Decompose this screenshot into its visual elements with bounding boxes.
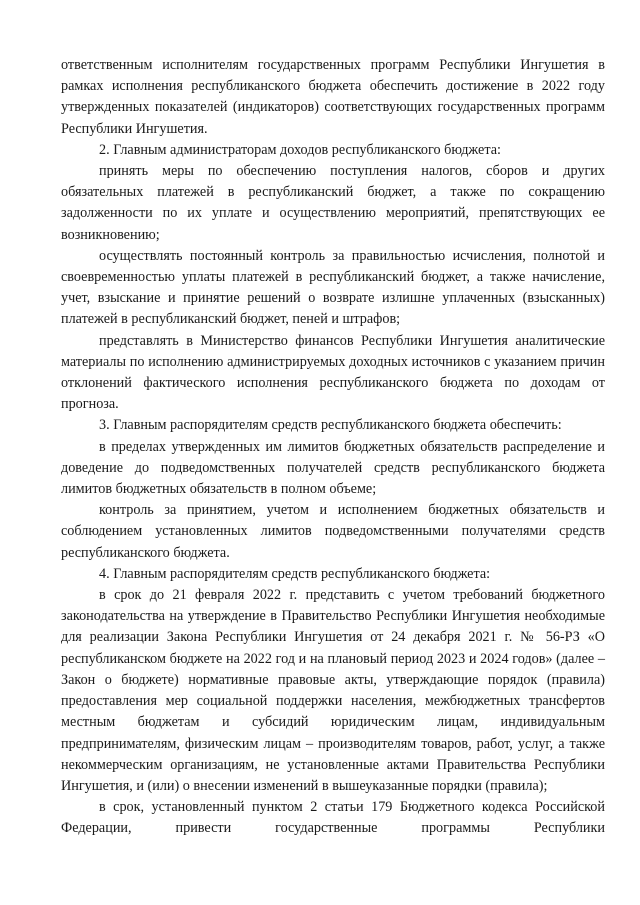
heading-item-2: 2. Главным администраторам доходов республиканского бюджета: bbox=[99, 141, 501, 158]
paragraph-control-obligations: контроль за принятием, учетом и исполнением бюджетных обязательств и соблюдением установленных лимитов подведомственными получателями средств республиканского бюджета. bbox=[61, 502, 605, 561]
paragraph-control-payments: осуществлять постоянный контроль за правильностью исчисления, полнотой и своевременностью уплаты платежей в республиканский бюджет, а также начисление, учет, взыскание и принятие решений о возврате излишне уплаченных (взысканных) платежей в республиканский бюджет, пеней и штрафов; bbox=[61, 247, 605, 328]
paragraph-submit-materials: представлять в Министерство финансов Республики Ингушетия аналитические материалы по исполнению администрируемых доходных источников с указанием причин отклонений фактического исполнения республиканского бюджета по доходам от прогноза. bbox=[61, 332, 605, 413]
paragraph-deadline-budget-code: в срок, установленный пунктом 2 статьи 179 Бюджетного кодекса Российской Федерации, привести государственные программы Республики bbox=[61, 799, 605, 837]
paragraph-limits-distribution: в пределах утвержденных им лимитов бюджетных обязательств распределение и доведение до подведомственных получателей средств республиканского бюджета лимитов бюджетных обязательств в полном объеме; bbox=[61, 438, 605, 498]
heading-item-4: 4. Главным распорядителям средств республиканского бюджета: bbox=[99, 565, 491, 582]
paragraph-take-measures: принять меры по обеспечению поступления налогов, сборов и других обязательных платежей в республиканский бюджет, а также по сокращению задолженности по их уплате и осуществлению мероприятий, препятствующих ее возникновению; bbox=[61, 163, 605, 243]
heading-item-3: 3. Главным распорядителям средств республиканского бюджета обеспечить: bbox=[99, 417, 562, 434]
paragraph-deadline-february: в срок до 21 февраля 2022 г. представить с учетом требований бюджетного законодательства на утверждение в Правительство Республики Ингушетия необходимые для реализации Закона Республики Ингушетия от 24 декабря 2021 г. № 56-РЗ «О республиканском бюджете на 2022 год и на плановый период 2023 и 2024 годов» (далее – Закон о бюджете) нормативные правовые акты, утверждающие порядок (правила) предоставления мер социальной поддержки населения, межбюджетных трансфертов местным бюджетам и субсидий юридическим лицам, индивидуальным предпринимателям, физическим лицам – производителям товаров, работ, услуг, а также некоммерческим организациям, не установленные актами Правительства Республики Ингушетия, и (или) о внесении изменений в вышеуказанные порядки (правила); bbox=[61, 587, 605, 794]
paragraph-responsible-executors: ответственным исполнителям государственных программ Республики Ингушетия в рамках исполнения республиканского бюджета обеспечить достижение в 2022 году утвержденных показателей (индикаторов) соответствующих государственных программ Республики Ингушетия. bbox=[61, 57, 605, 137]
document-page bbox=[61, 55, 605, 840]
